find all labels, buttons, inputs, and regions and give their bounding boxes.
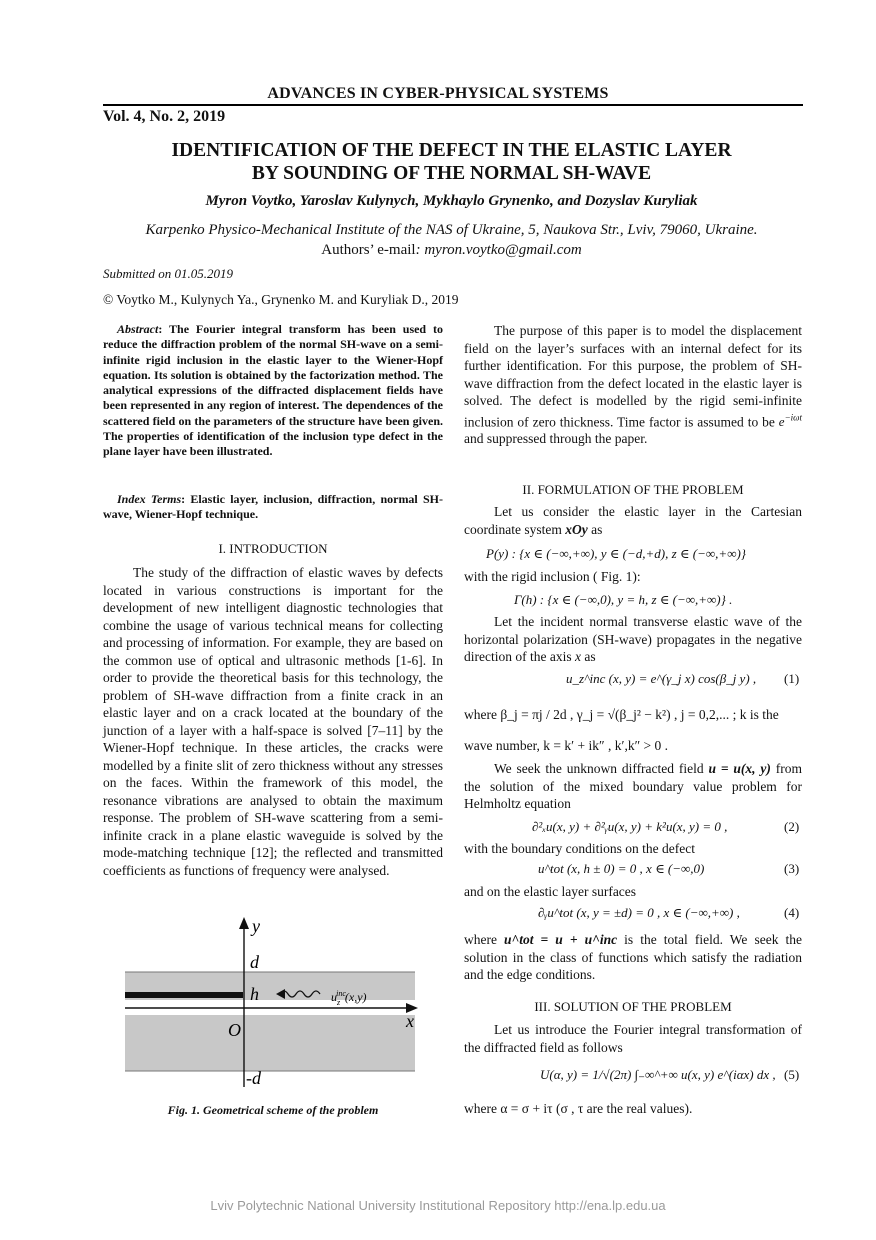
equation-1-number: (1) — [784, 671, 800, 686]
purpose-text — [464, 322, 802, 448]
label-d: d — [250, 952, 259, 972]
total-field-text — [464, 931, 802, 984]
seek-body: We seek the unknown diffracted field — [494, 761, 704, 776]
time-factor — [779, 414, 802, 429]
figure-caption: Fig. 1. Geometrical scheme of the problem — [167, 1103, 379, 1117]
incident-axis: x — [574, 649, 581, 664]
affiliation-block — [100, 220, 803, 260]
email-line — [100, 240, 803, 260]
boundary-defect-text: with the boundary conditions on the defect — [464, 841, 695, 856]
paper-title — [100, 139, 803, 185]
copyright: © Voytko M., Kulynych Ya., Grynenko M. and Kuryliak D., 2019 — [103, 292, 459, 307]
equation-layer-domain: P(y) : {x ∈ (−∞,+∞), y ∈ (−d,+d), z ∈ (−∞,+∞)} — [486, 546, 746, 561]
incident-end: as — [584, 649, 596, 664]
with-inclusion-text: with the rigid inclusion ( Fig. 1): — [464, 569, 641, 584]
wave-label-superscript: inc — [336, 989, 346, 998]
wave-label-args: (x,y) — [344, 990, 367, 1004]
introduction-paragraph — [103, 564, 443, 879]
journal-name: ADVANCES IN CYBER-PHYSICAL SYSTEMS — [267, 85, 609, 102]
incident-body: Let the incident normal transverse elastic wave of the horizontal polarization (SH-wave) propagates in the negative direction of the axis — [464, 614, 802, 664]
section-solution-heading: III. SOLUTION OF THE PROBLEM — [534, 999, 732, 1014]
fourier-text: Let us introduce the Fourier integral transformation of the diffracted field as follows — [464, 1022, 802, 1055]
title-line-2: BY SOUNDING OF THE NORMAL SH-WAVE — [251, 163, 652, 184]
figure-geometric-scheme — [120, 912, 426, 1098]
equation-5-number: (5) — [784, 1067, 800, 1082]
equation-inclusion-domain: Γ(h) : {x ∈ (−∞,0), y = h, z ∈ (−∞,+∞)} . — [514, 592, 733, 607]
formulation-paragraph — [464, 503, 802, 538]
repository-footer: Lviv Polytechnic National University Institutional Repository http://ena.lp.edu.ua — [210, 1198, 666, 1213]
equation-3: u^tot (x, h ± 0) = 0 , x ∈ (−∞,0) — [538, 861, 705, 876]
section-introduction-heading: I. INTRODUCTION — [218, 541, 328, 556]
wave-label-u: u — [331, 990, 337, 1004]
where-alpha-text: where α = σ + iτ (σ , τ are the real values). — [464, 1101, 693, 1116]
abstract-label: Abstract — [117, 322, 159, 336]
index-terms — [103, 492, 443, 523]
label-x: x — [406, 1011, 414, 1031]
header-rule — [103, 104, 803, 106]
rigid-inclusion — [125, 992, 243, 998]
formulation-body: Let us consider the elastic layer in the Cartesian coordinate system — [464, 504, 802, 537]
abstract — [103, 322, 443, 460]
seek-end: from the solution of the mixed boundary value problem for Helmholtz equation — [464, 761, 802, 811]
wave-number-text: wave number, k = k′ + ik″ , k′,k″ > 0 . — [464, 738, 669, 753]
volume-issue: Vol. 4, No. 2, 2019 — [103, 108, 226, 125]
wave-label — [331, 989, 367, 1007]
total-field-paragraph — [464, 931, 802, 984]
equation-4-number: (4) — [784, 905, 800, 920]
equation-1: u_z^inc (x, y) = e^(γ_j x) cos(β_j y) , — [566, 671, 757, 686]
total-field-body: is the total field. We seek the solution in the class of functions which satisfy the radiation and the edge conditions. — [464, 932, 803, 982]
seek-paragraph — [464, 760, 802, 813]
incident-paragraph — [464, 613, 802, 666]
coordinate-system: xOy — [565, 521, 588, 537]
y-axis-arrow-icon — [239, 917, 249, 929]
title-line-1: IDENTIFICATION OF THE DEFECT IN THE ELASTIC LAYER — [171, 140, 732, 161]
formulation-end: as — [591, 521, 603, 537]
index-terms-text: : Elastic layer, inclusion, diffraction, normal SH-wave, Wiener-Hopf technique. — [103, 492, 443, 522]
time-factor-base: e — [778, 413, 785, 429]
seek-equation: u = u(x, y) — [708, 761, 771, 776]
label-minus-d: -d — [246, 1068, 261, 1088]
introduction-text: The study of the diffraction of elastic waves by defects located in various constructions is important for the development of new intelligent diagnostic technologies that combine the usage of various technical means for collecting and processing of information. For example, they are based on the common use of optical and ultrasonic methods [1-6]. In order to provide the theoretical basis for this technology, the problem of SH-wave diffraction from a finite crack in an elastic layer and on a crack located at the boundary of the junction of a layer with a half-space is solved [7–11] by the Wiener-Hopf technique. In these articles, the cracks were modelled by a finite slit of zero thickness without any stresses on the faces. Within the framework of this model, the resonance vibrations are analysed to obtain the maximum response. The problem of SH-wave scattering from a semi-infinite crack in a plane elastic waveguide is solved by the mode-matching technique [12]; the reflected and transmitted coefficients as functions of frequency were analysed. — [103, 565, 443, 878]
section-formulation-heading: II. FORMULATION OF THE PROBLEM — [522, 482, 744, 497]
where-beta-text: where β_j = πj / 2d , γ_j = √(β_j² − k²) , j = 0,2,... ; k is the — [464, 707, 779, 722]
seek-text — [464, 760, 802, 813]
total-field-equation: u^tot = u + u^inc — [504, 932, 618, 947]
affiliation: Karpenko Physico-Mechanical Institute of the NAS of Ukraine, 5, Naukova Str., Lviv, 79060, Ukraine. — [145, 222, 758, 238]
label-y: y — [252, 916, 260, 936]
equation-3-number: (3) — [784, 861, 800, 876]
total-field-pre: where — [464, 932, 497, 947]
purpose-end: and suppressed through the paper. — [464, 431, 648, 447]
email: : myron.voytko@gmail.com — [415, 242, 582, 258]
wave-label-subscript: z — [337, 998, 341, 1007]
equation-2: ∂²ₓu(x, y) + ∂²ᵧu(x, y) + k²u(x, y) = 0 , — [532, 819, 728, 834]
author-list: Myron Voytko, Yaroslav Kulynych, Mykhaylo Grynenko, and Dozyslav Kuryliak — [205, 193, 698, 209]
boundary-surfaces-text: and on the elastic layer surfaces — [464, 884, 637, 899]
layer-lower-band — [125, 1015, 415, 1071]
fourier-paragraph — [464, 1021, 802, 1056]
submitted-date: Submitted on 01.05.2019 — [103, 266, 233, 281]
equation-4: ∂ᵧu^tot (x, y = ±d) = 0 , x ∈ (−∞,+∞) , — [538, 905, 740, 920]
label-origin: O — [228, 1020, 241, 1040]
time-factor-exponent: −iωt — [784, 412, 802, 423]
purpose-paragraph — [464, 322, 802, 448]
index-terms-label: Index Terms — [117, 492, 182, 506]
incident-text — [464, 613, 802, 666]
email-label: Authors’ e-mail — [321, 242, 416, 258]
equation-5: U(α, y) = 1/√(2π) ∫₋∞^+∞ u(x, y) e^(iαx) dx , — [540, 1067, 776, 1082]
purpose-body: The purpose of this paper is to model the displacement field on the layer’s surfaces with an internal defect for its further identification. For this purpose, the problem of SH-wave diffraction from the defect located in the elastic layer is solved. The defect is modelled by the rigid semi-infinite inclusion of zero thickness. Time factor is assumed to be — [464, 323, 802, 429]
label-h: h — [250, 984, 259, 1004]
formulation-text — [464, 503, 802, 538]
equation-2-number: (2) — [784, 819, 800, 834]
abstract-text: : The Fourier integral transform has been used to reduce the diffraction problem of the normal SH-wave on a semi-infinite rigid inclusion in the elastic layer to the Wiener-Hopf equation. Its solution is obtained by the factorization method. The analytical expressions of the diffracted displacement fields have been represented in any region of interest. The dependences of the scattered field on the parameters of the structure have been given. The properties of identification of the inclusion type defect in the plane layer have been illustrated. — [103, 322, 443, 459]
